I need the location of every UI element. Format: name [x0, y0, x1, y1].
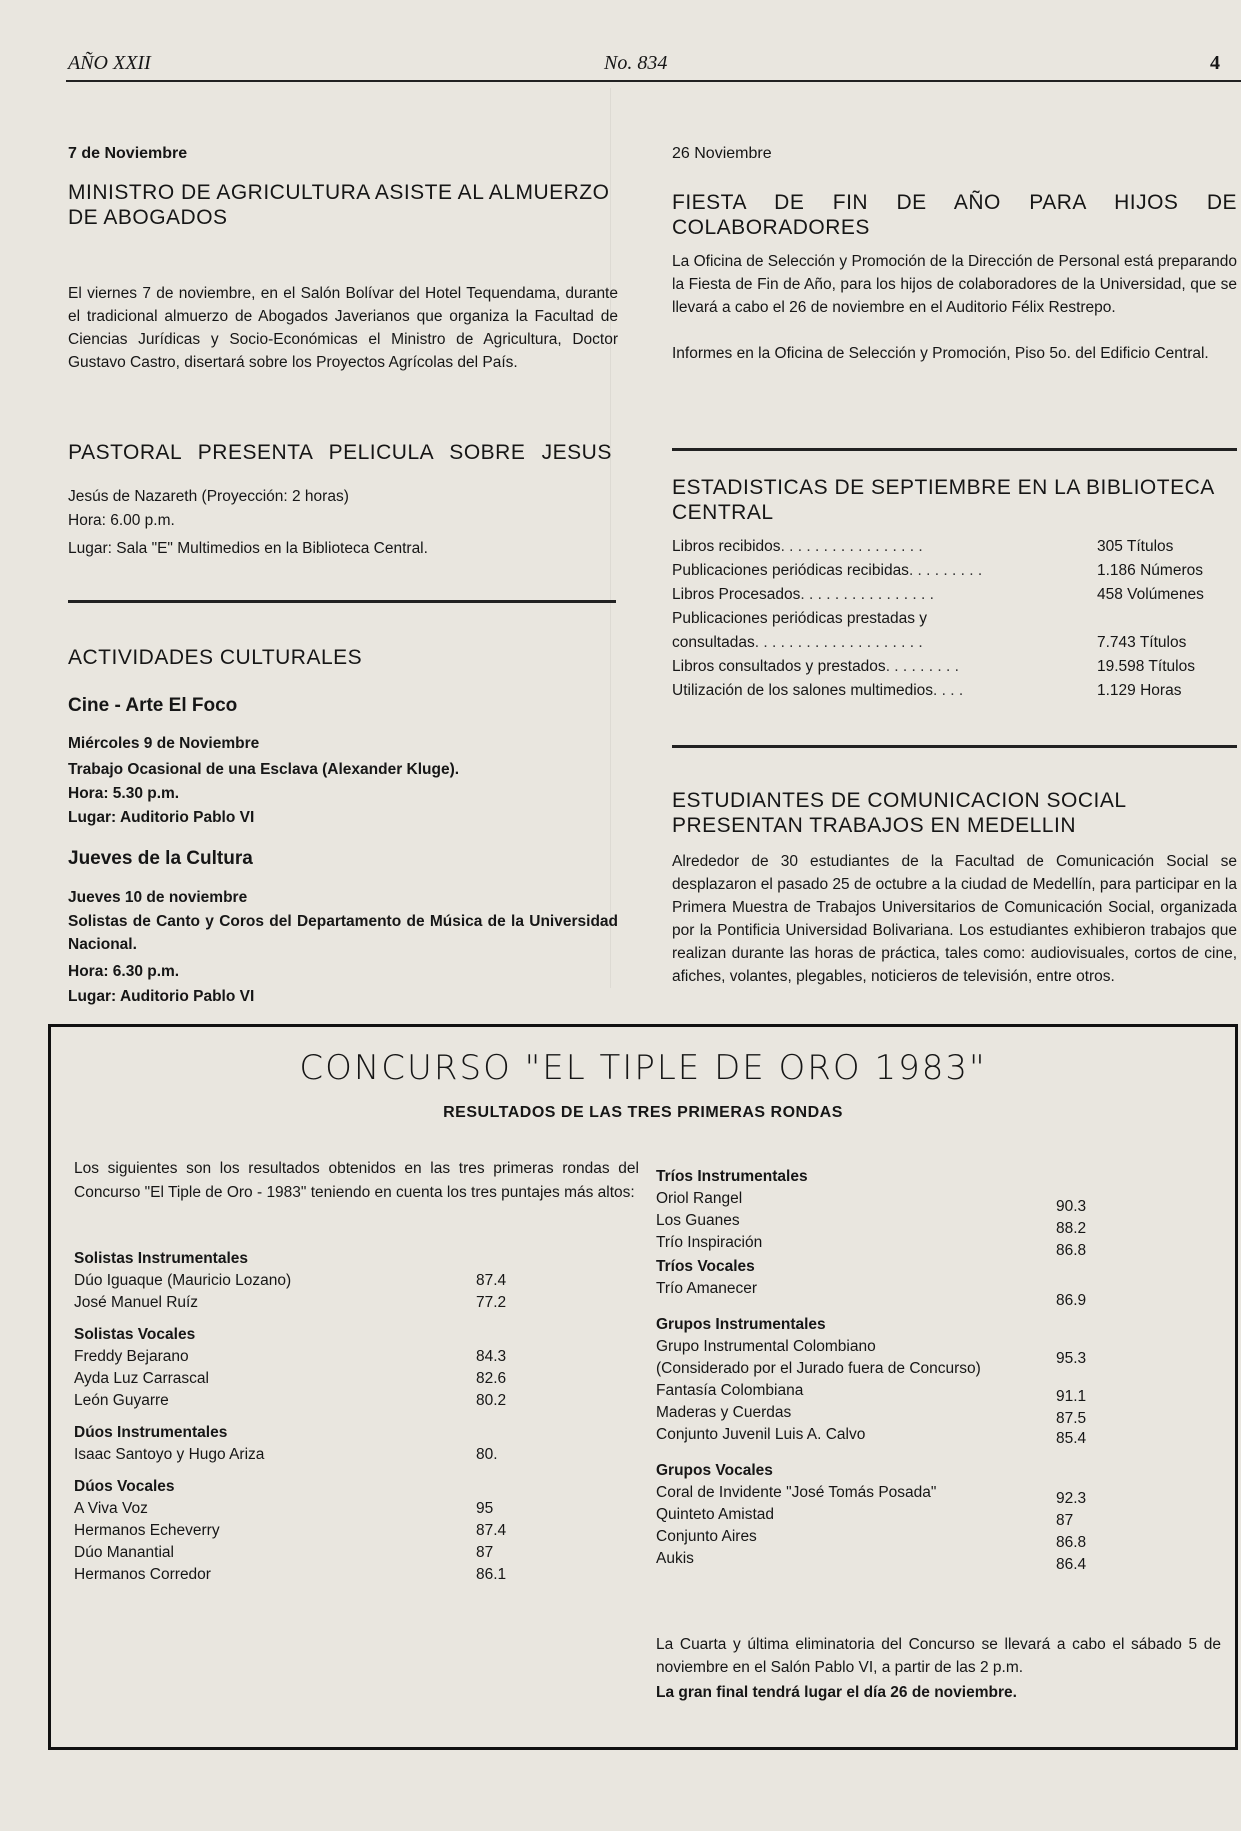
result-item: Fantasía Colombiana 91.1 — [656, 1382, 1087, 1405]
result-item: Freddy Bejarano 84.3 — [74, 1348, 507, 1365]
result-item: Trío Inspiración 86.8 — [656, 1234, 1087, 1259]
headline-fiesta: FIESTA DE FIN DE AÑO PARA HIJOS DE COLABORADORES — [672, 191, 1237, 239]
result-item: Oriol Rangel 90.3 — [656, 1190, 1087, 1215]
result-item: León Guyarre 80.2 — [74, 1392, 507, 1409]
jueves-line-2: Solistas de Canto y Coros del Departamento de Música de la Universidad Nacional. — [68, 913, 618, 953]
stat-row: consultadas . . . . . . . . . . . . . . . . . . . . 7.743 Títulos — [672, 634, 1187, 651]
subhead-cine: Cine - Arte El Foco — [68, 695, 238, 716]
page-number: 4 — [1210, 52, 1220, 74]
headline-pastoral: PASTORAL PRESENTA PELICULA SOBRE JESUS — [68, 441, 612, 464]
result-item: (Considerado por el Jurado fuera de Concurso) — [656, 1360, 981, 1377]
headline-ministro: MINISTRO DE AGRICULTURA ASISTE AL ALMUERZO DE ABOGADOS — [68, 181, 610, 229]
right-date: 26 Noviembre — [672, 145, 772, 162]
article-ministro-body: El viernes 7 de noviembre, en el Salón Bolívar del Hotel Tequendama, durante el tradicional almuerzo de Abogados Javerianos que organiza la Facultad de Ciencias Jurídicas y Socio-Económicas el Ministro de Agricultura, Doctor Gustavo Castro, disertará sobre los Proyectos Agrícolas del País. — [68, 285, 618, 371]
result-item: Conjunto Aires 86.8 — [656, 1528, 1087, 1551]
cine-line-2: Trabajo Ocasional de una Esclava (Alexander Kluge). — [68, 761, 460, 778]
result-item: Dúo Iguaque (Mauricio Lozano) 87.4 — [74, 1272, 507, 1289]
result-item: Ayda Luz Carrascal 82.6 — [74, 1370, 507, 1387]
result-section-title: Dúos Instrumentales — [74, 1424, 228, 1441]
result-item: Grupo Instrumental Colombiano 95.3 — [656, 1338, 1087, 1367]
result-item: Conjunto Juvenil Luis A. Calvo 85.4 — [656, 1426, 1087, 1447]
result-item: Maderas y Cuerdas 87.5 — [656, 1404, 1087, 1427]
result-item: Isaac Santoyo y Hugo Ariza 80. — [74, 1446, 498, 1463]
pastoral-line-2: Hora: 6.00 p.m. — [68, 512, 175, 529]
statistics-list — [672, 535, 1237, 703]
results-left — [74, 1238, 514, 1586]
result-item: Los Guanes 88.2 — [656, 1212, 1087, 1237]
jueves-line-3: Hora: 6.30 p.m. — [68, 963, 180, 980]
divider-right-2 — [672, 745, 1237, 748]
result-section-title: Grupos Instrumentales — [656, 1316, 826, 1333]
header-rule — [66, 80, 1241, 82]
result-section-title: Grupos Vocales — [656, 1462, 773, 1479]
result-item: Hermanos Corredor 86.1 — [74, 1566, 507, 1583]
fiesta-body-2: Informes en la Oficina de Selección y Promoción, Piso 5o. del Edificio Central. — [672, 345, 1209, 362]
result-section-title: Solistas Instrumentales — [74, 1250, 249, 1267]
result-item: Aukis 86.4 — [656, 1550, 1087, 1573]
result-section-title: Solistas Vocales — [74, 1326, 196, 1343]
result-section-title: Tríos Vocales — [656, 1258, 755, 1275]
stat-row: Libros consultados y prestados . . . . . . . . . 19.598 Títulos — [672, 658, 1195, 675]
contest-intro: Los siguientes son los resultados obtenidos en las tres primeras rondas del Concurso "El Tiple de Oro - 1983" teniendo en cuenta los tres puntajes más altos: — [74, 1160, 639, 1201]
stat-row: Publicaciones periódicas prestadas y — [672, 610, 928, 627]
pastoral-line-3: Lugar: Sala "E" Multimedios en la Biblioteca Central. — [68, 540, 428, 557]
headline-estudiantes: ESTUDIANTES DE COMUNICACION SOCIAL PRESENTAN TRABAJOS EN MEDELLIN — [672, 789, 1126, 837]
cine-line-3: Hora: 5.30 p.m. — [68, 785, 180, 802]
divider-left — [68, 600, 616, 603]
results-right — [656, 1156, 1216, 1573]
result-item: Hermanos Echeverry 87.4 — [74, 1522, 507, 1539]
subhead-jueves: Jueves de la Cultura — [68, 848, 253, 869]
headline-actividades: ACTIVIDADES CULTURALES — [68, 646, 363, 669]
result-item: José Manuel Ruíz 77.2 — [74, 1294, 507, 1311]
result-section-title: Dúos Vocales — [74, 1478, 175, 1495]
stat-row: Libros recibidos . . . . . . . . . . . . . . . . . 305 Títulos — [672, 538, 1174, 555]
stat-row: Utilización de los salones multimedios . . . . 1.129 Horas — [672, 682, 1182, 699]
cine-line-1: Miércoles 9 de Noviembre — [68, 735, 260, 752]
jueves-line-4: Lugar: Auditorio Pablo VI — [68, 988, 255, 1005]
result-item: Quinteto Amistad 87 — [656, 1506, 1074, 1529]
result-section-title: Tríos Instrumentales — [656, 1168, 808, 1185]
result-item: Dúo Manantial 87 — [74, 1544, 494, 1561]
jueves-line-1: Jueves 10 de noviembre — [68, 889, 248, 906]
stat-row: Libros Procesados . . . . . . . . . . . . . . . . 458 Volúmenes — [672, 586, 1204, 603]
divider-right-1 — [672, 448, 1237, 451]
left-date: 7 de Noviembre — [68, 145, 188, 162]
result-item: Trío Amanecer 86.9 — [656, 1280, 1087, 1309]
pastoral-line-1: Jesús de Nazareth (Proyección: 2 horas) — [68, 488, 349, 505]
issue-year: AÑO XXII — [68, 52, 151, 74]
stat-row: Publicaciones periódicas recibidas . . . . . . . . . 1.186 Números — [672, 562, 1203, 579]
estudiantes-body: Alrededor de 30 estudiantes de la Facultad de Comunicación Social se desplazaron el pasado 25 de octubre a la ciudad de Medellín, para participar en la Primera Muestra de Trabajos Universitarios de Comunicación Social, organizada por la Pontificia Universidad Bolivariana. Los estudiantes exhibieron trabajos que realizan durante las horas de práctica, tales como: audiovisuales, cortos de cine, afiches, volantes, plegables, noticieros de televisión, entre otros. — [672, 853, 1237, 985]
contest-title: CONCURSO "EL TIPLE DE ORO 1983" — [299, 1048, 987, 1088]
result-item: Coral de Invidente "José Tomás Posada" 92.3 — [656, 1484, 1087, 1507]
issue-number: No. 834 — [604, 52, 668, 74]
headline-estadisticas: ESTADISTICAS DE SEPTIEMBRE EN LA BIBLIOTECA CENTRAL — [672, 476, 1214, 524]
contest-subtitle: RESULTADOS DE LAS TRES PRIMERAS RONDAS — [443, 1104, 843, 1121]
cine-line-4: Lugar: Auditorio Pablo VI — [68, 809, 255, 826]
result-item: A Viva Voz 95 — [74, 1500, 494, 1517]
contest-final: La gran final tendrá lugar el día 26 de noviembre. — [656, 1684, 1017, 1701]
fiesta-body-1: La Oficina de Selección y Promoción de la Dirección de Personal está preparando la Fiesta de Fin de Año, para los hijos de colaboradores de la Universidad, que se llevará a cabo el 26 de noviembre en el Auditorio Félix Restrepo. — [672, 253, 1237, 316]
contest-closing: La Cuarta y última eliminatoria del Concurso se llevará a cabo el sábado 5 de noviembre en el Salón Pablo VI, a partir de las 2 p.m. — [656, 1636, 1221, 1676]
